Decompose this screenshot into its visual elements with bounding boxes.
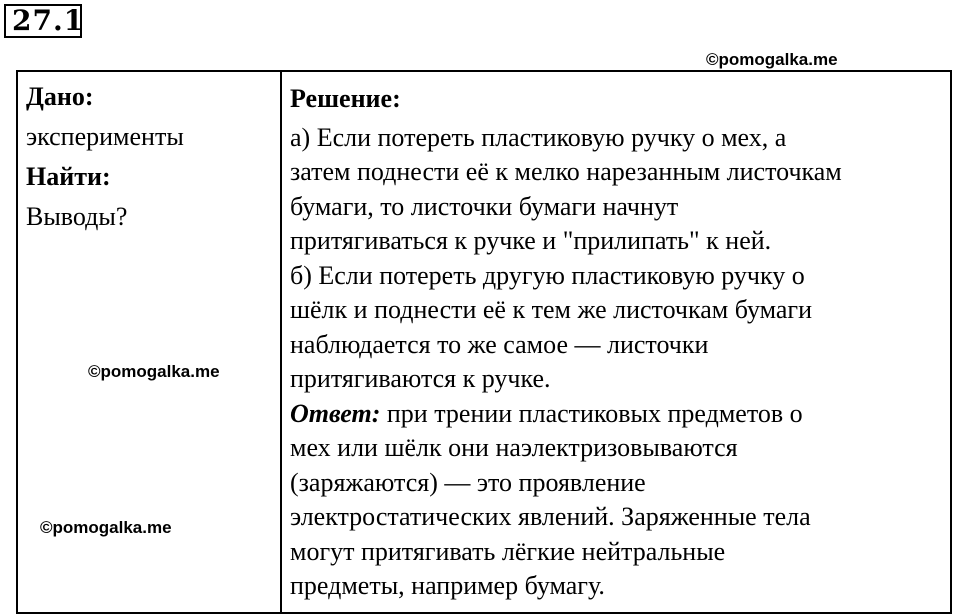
answer-line: могут притягивать лёгкие нейтральные	[290, 536, 726, 566]
solution-line: наблюдается то же самое — листочки	[290, 329, 709, 359]
solution-line: притягиваются к ручке.	[290, 364, 551, 393]
watermark-bottom: ©pomogalka.me	[40, 518, 172, 537]
solution-line: бумаги, то листочки бумаги начнут	[290, 191, 679, 221]
solution-line: шёлк и поднести её к тем же листочкам бумаги	[290, 295, 812, 324]
solution-line: б) Если потереть другую пластиковую ручку о	[290, 260, 805, 290]
answer-line: электростатических явлений. Заряженные тела	[290, 502, 811, 531]
given-column	[26, 82, 274, 242]
answer-line: предметы, например бумагу.	[290, 571, 605, 600]
given-value: эксперименты	[26, 122, 184, 151]
answer-line: (заряжаются) — это проявление	[290, 467, 646, 497]
solution-column	[290, 82, 950, 604]
watermark-top: ©pomogalka.me	[706, 50, 838, 69]
solution-line: затем поднести её к мелко нарезанным листочкам	[290, 157, 842, 186]
answer-label: Ответ:	[290, 398, 381, 428]
answer-text: при трении пластиковых предметов о	[380, 398, 803, 428]
solution-heading: Решение:	[290, 84, 401, 113]
solution-line: притягиваться к ручке и "прилипать" к ней.	[290, 226, 772, 255]
answer-line	[290, 397, 950, 432]
find-value: Выводы?	[26, 202, 128, 231]
given-heading: Дано:	[26, 82, 94, 111]
solution-line: а) Если потереть пластиковую ручку о мех, а	[290, 122, 787, 152]
watermark-middle: ©pomogalka.me	[88, 362, 220, 381]
answer-line: мех или шёлк они наэлектризовываются	[290, 433, 738, 462]
find-heading: Найти:	[26, 162, 111, 191]
column-divider	[280, 72, 282, 612]
problem-number: 27.1	[4, 4, 82, 38]
